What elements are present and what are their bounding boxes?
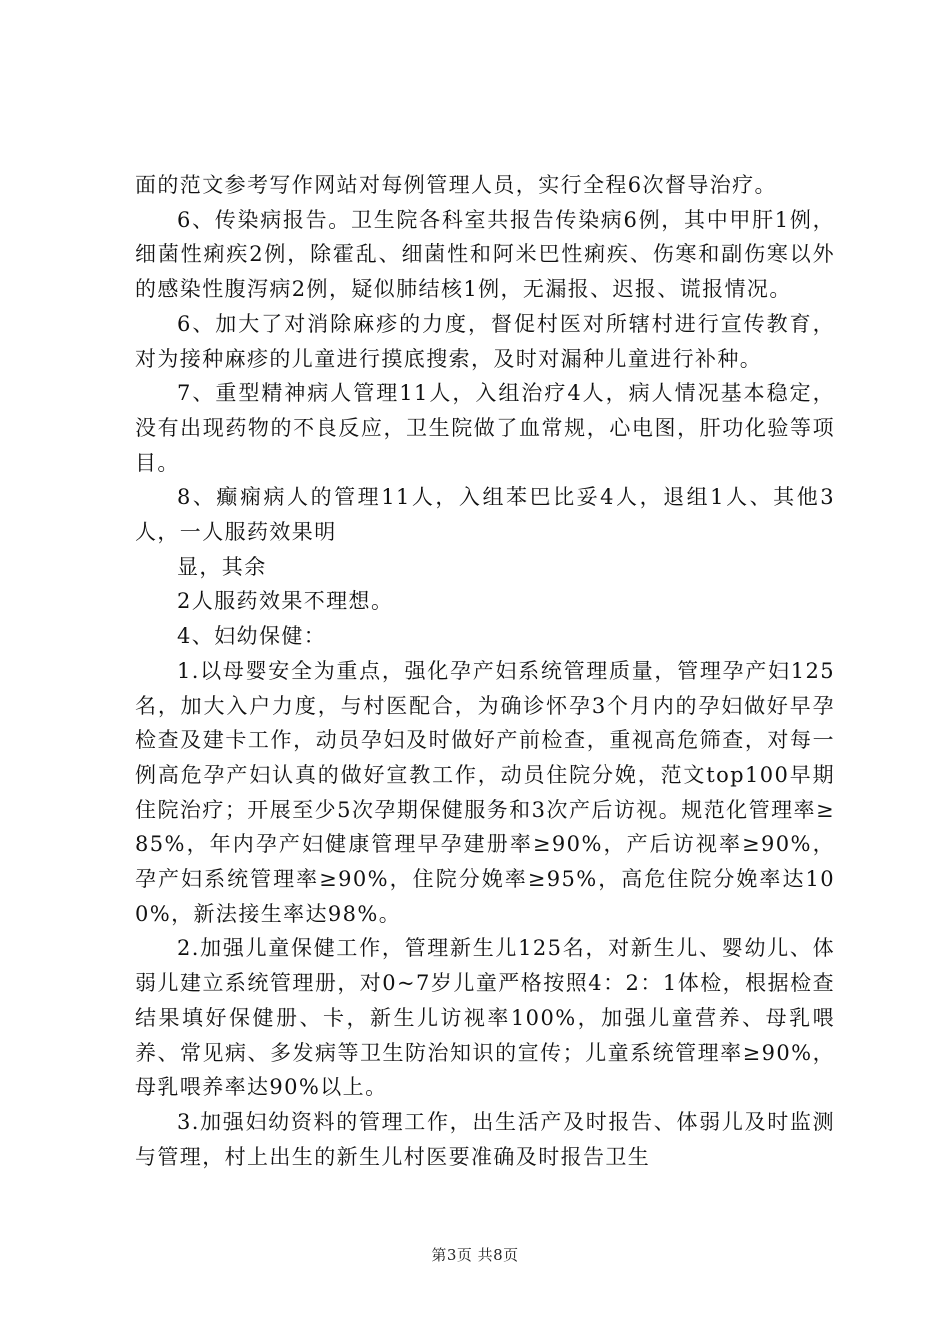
body-paragraph: 8、癫痫病人的管理11人，入组苯巴比妥4人，退组1人、其他3人，一人服药效果明 (135, 485, 835, 545)
body-paragraph: 6、加大了对消除麻疹的力度，督促村医对所辖村进行宣传教育，对为接种麻疹的儿童进行摸底搜索，及时对漏种儿童进行补种。 (135, 311, 835, 371)
body-paragraph: 6、传染病报告。卫生院各科室共报告传染病6例，其中甲肝1例，细菌性痢疾2例，除霍乱、细菌性和阿米巴性痢疾、伤寒和副伤寒以外的感染性腹泻病2例，疑似肺结核1例，无漏报、迟报、谎报情况。 (135, 207, 835, 302)
body-paragraph: 显，其余 (177, 554, 267, 579)
page-footer: 第3页 共8页 (431, 1246, 519, 1264)
body-paragraph: 1.以母婴安全为重点，强化孕产妇系统管理质量，管理孕产妇125名，加大入户力度，与村医配合，为确诊怀孕3个月内的孕妇做好早孕检查及建卡工作，动员孕妇及时做好产前检查，重视高危筛查，对每一例高危孕产妇认真的做好宣教工作，动员住院分娩，范文top100早期住院治疗；开展至少5次孕期保健服务和3次产后访视。规范化管理率≥85%，年内孕产妇健康管理早孕建册率≥90%，产后访视率≥90%，孕产妇系统管理率≥90%，住院分娩率≥95%，高危住院分娩率达100%，新法接生率达98%。 (135, 658, 835, 926)
body-paragraph: 面的范文参考写作网站对每例管理人员，实行全程6次督导治疗。 (135, 173, 777, 197)
body-paragraph: 7、重型精神病人管理11人，入组治疗4人，病人情况基本稳定，没有出现药物的不良反应，卫生院做了血常规，心电图，肝功化验等项目。 (135, 381, 835, 475)
body-paragraph: 2.加强儿童保健工作，管理新生儿125名，对新生儿、婴幼儿、体弱儿建立系统管理册，对0~7岁儿童严格按照4：2：1体检，根据检查结果填好保健册、卡，新生儿访视率100%，加强儿童营养、母乳喂养、常见病、多发病等卫生防治知识的宣传；儿童系统管理率≥90%，母乳喂养率达90%以上。 (135, 936, 835, 1100)
body-paragraph: 3.加强妇幼资料的管理工作，出生活产及时报告、体弱儿及时监测与管理，村上出生的新生儿村医要准确及时报告卫生 (135, 1109, 835, 1169)
body-paragraph: 2人服药效果不理想。 (177, 589, 394, 614)
document-body (135, 168, 835, 1174)
body-paragraph: 4、妇幼保健： (177, 624, 327, 649)
